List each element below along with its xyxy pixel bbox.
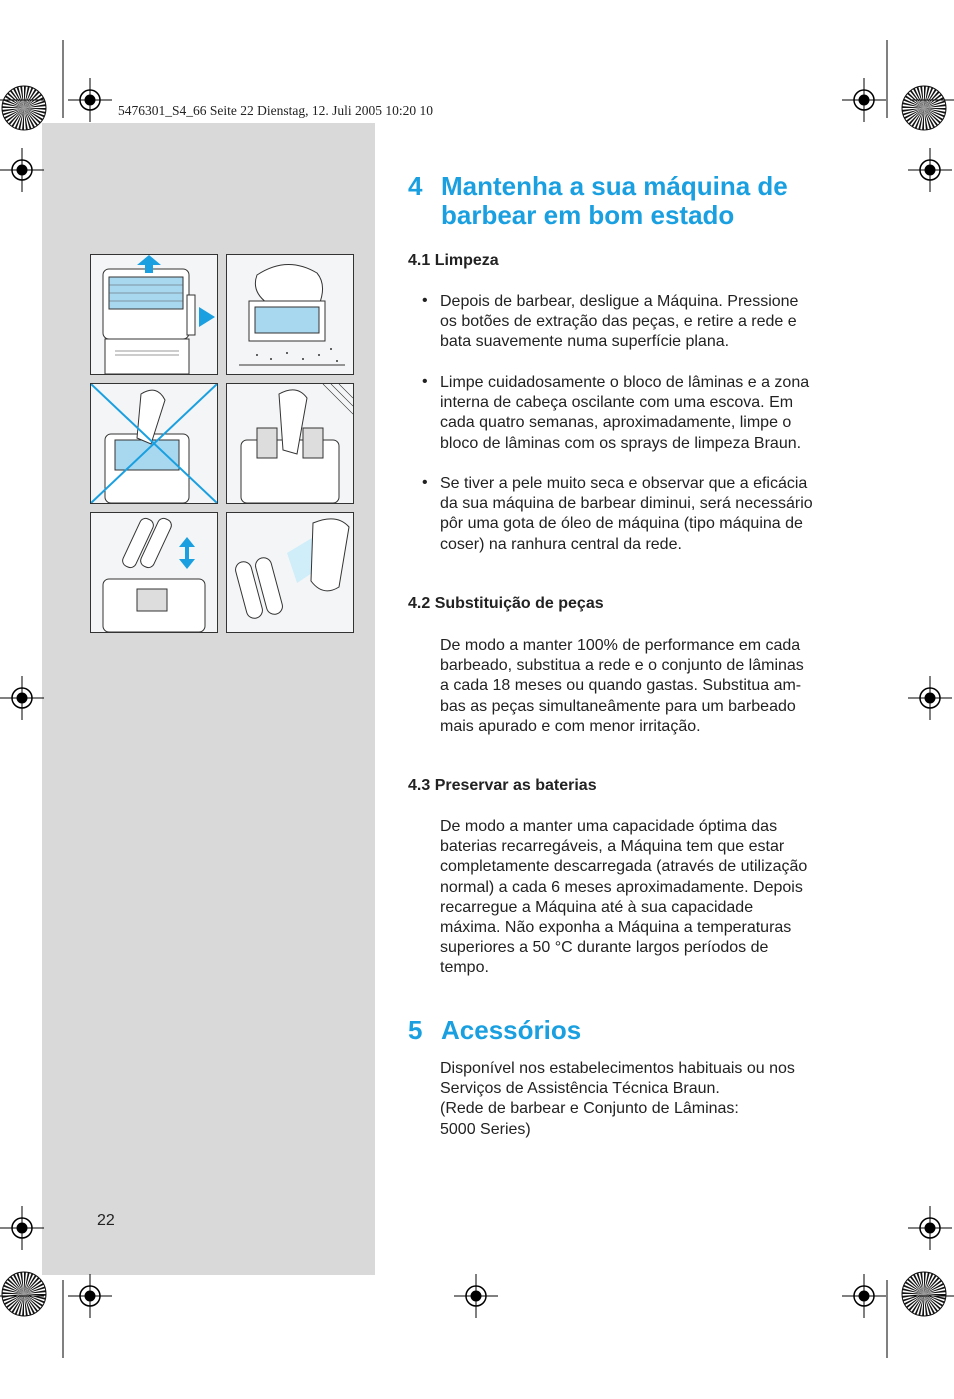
tapping-foil-illustration [226, 254, 354, 375]
subsection-4-3-heading: 4.3 Preservar as baterias [408, 777, 597, 794]
registration-target-icon [0, 148, 44, 192]
registration-target-icon [454, 1274, 498, 1318]
starburst-mark-icon [900, 84, 948, 132]
section5-number: 5 [408, 1015, 423, 1045]
section4-title-line2: barbear em bom estado [441, 200, 735, 230]
foil-removal-illustration [90, 254, 218, 375]
print-header: 5476301_S4_66 Seite 22 Dienstag, 12. Juli 2005 10:20 10 [118, 103, 433, 118]
subsection-4-2-heading: 4.2 Substituição de peças [408, 595, 604, 612]
section5-title-text: Acessórios [441, 1015, 582, 1045]
subsection-4-3-body: De modo a manter uma capacidade óptima das baterias recarregáveis, a Máquina tem que estar completamente descarregada (através de utilização normal) a cada 6 meses aproximadamente. Depois recarregue a Máquina até à sua capacidade máxima. Não exponha a Máquina a temperaturas superiores a 50 °C durante largos períodos de tempo. [440, 818, 808, 977]
registration-target-icon [68, 78, 112, 122]
starburst-mark-icon [900, 1270, 948, 1318]
bullet-2: Limpe cuidadosamente o bloco de lâminas e a zona interna de cabeça oscilante com uma escova. Em cada quatro semanas, aproximadamente, limpe o bloco de lâminas com os sprays de limpeza Braun. [440, 374, 810, 452]
section5-title [408, 1016, 858, 1045]
bullet-marker: • [422, 474, 428, 491]
brushing-cutter-illustration [226, 383, 354, 504]
bullet-3: Se tiver a pele muito seca e observar que a eficácia da sua máquina de barbear diminui, será necessário pôr uma gota de óleo de máquina (tipo máquina de coser) na ranhura central da rede. [440, 475, 813, 553]
registration-target-icon [908, 676, 952, 720]
registration-target-icon [0, 676, 44, 720]
page-number: 22 [97, 1212, 115, 1229]
bullet-marker: • [422, 292, 428, 309]
section4-title-line1: Mantenha a sua máquina de [441, 171, 788, 201]
registration-target-icon [68, 1274, 112, 1318]
bullet-marker: • [422, 373, 428, 390]
starburst-mark-icon [0, 1270, 48, 1318]
starburst-mark-icon [0, 84, 48, 132]
registration-target-icon [908, 1206, 952, 1250]
bullet-1: Depois de barbear, desligue a Máquina. Pressione os botões de extração das peças, e retire a rede e bata suavemente numa superfície plana. [440, 293, 799, 351]
registration-target-icon [842, 1274, 886, 1318]
registration-target-icon [908, 148, 952, 192]
section4-title [408, 172, 858, 230]
registration-target-icon [842, 78, 886, 122]
replace-parts-illustration [90, 512, 218, 633]
do-not-brush-foil-illustration [90, 383, 218, 504]
subsection-4-1-heading: 4.1 Limpeza [408, 252, 499, 269]
registration-target-icon [0, 1206, 44, 1250]
section5-body: Disponível nos estabelecimentos habituais ou nos Serviços de Assistência Técnica Braun. (Rede de barbear e Conjunto de Lâminas: 5000 Series) [440, 1060, 795, 1138]
section4-number: 4 [408, 171, 423, 201]
subsection-4-2-body: De modo a manter 100% de performance em cada barbeado, substitua a rede e o conjunto de lâminas a cada 18 meses ou quando gastas. Substitua am- bas as peças simultaneâmente para um barbeado mais apurado e com menor irritação. [440, 637, 804, 735]
oiling-foil-illustration [226, 512, 354, 633]
